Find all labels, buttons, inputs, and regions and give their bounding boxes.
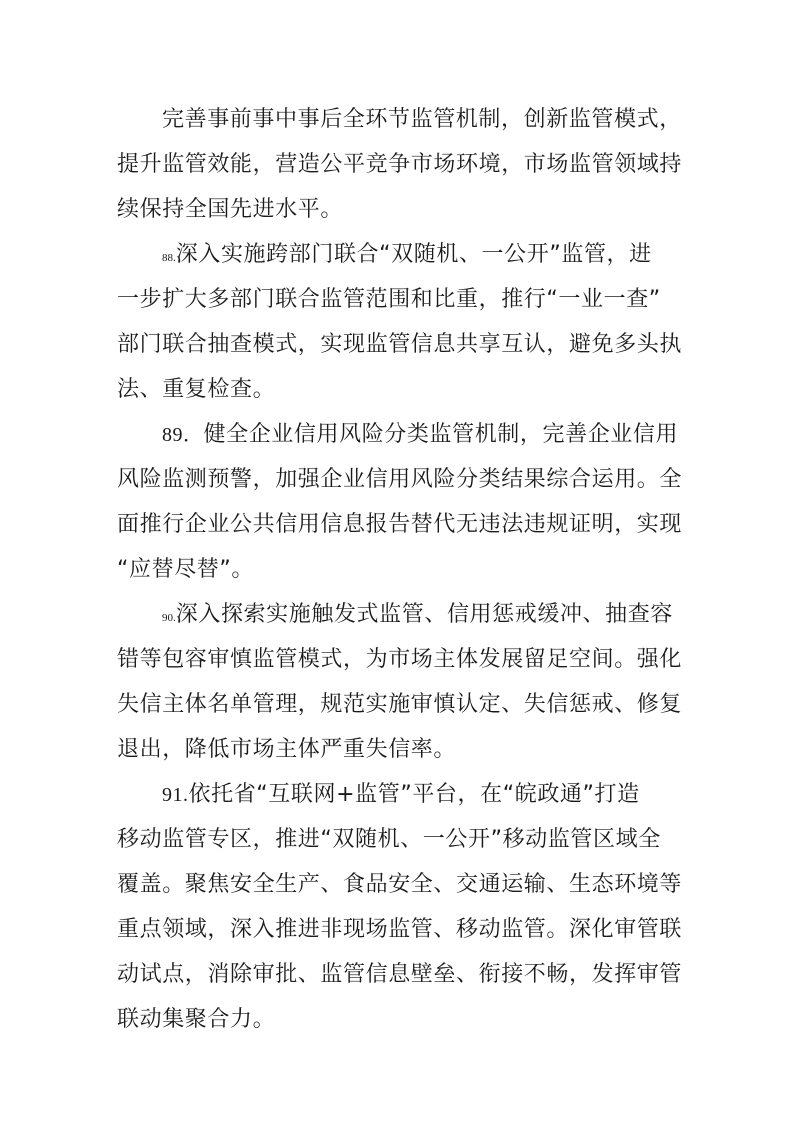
line-text: 健全企业信用风险分类监管机制，完善企业信用 — [203, 422, 679, 447]
text-line: “应替尽替”。 — [117, 557, 254, 582]
text-line: 退出，降低市场主体严重失信率。 — [117, 737, 457, 762]
text-line: 面推行企业公共信用信息报告替代无违法违规证明，实现 — [117, 512, 683, 537]
text-line: 错等包容审慎监管模式，为市场主体发展留足空间。强化 — [117, 647, 683, 672]
item-number: 91. — [162, 784, 189, 806]
item-number: 88. — [162, 252, 176, 264]
text-line: 重点领域，深入推进非现场监管、移动监管。深化审管联 — [117, 917, 683, 942]
text-line: 联动集聚合力。 — [117, 1007, 276, 1032]
paragraph-intro — [117, 97, 683, 232]
line-text: 深入探索实施触发式监管、信用惩戒缓冲、抽查容 — [175, 602, 673, 627]
text-line: 移动监管专区，推进“双随机、一公开”移动监管区域全 — [117, 827, 661, 852]
text-line: 提升监管效能，营造公平竞争市场环境，市场监管领域持 — [117, 152, 683, 177]
paragraph-90 — [117, 592, 683, 772]
text-line — [117, 772, 679, 817]
line-text: 依托省“互联网+监管”平台，在“皖政通”打造 — [188, 782, 640, 807]
text-line — [117, 412, 679, 457]
text-line: 完善事前事中事后全环节监管机制，创新监管模式， — [162, 107, 682, 132]
paragraph-88 — [117, 232, 683, 412]
text-line: 部门联合抽查模式，实现监管信息共享互认，避免多头执 — [117, 332, 683, 357]
item-number: 90. — [162, 612, 176, 624]
text-line: 动试点，消除审批、监管信息壁垒、衔接不畅，发挥审管 — [117, 962, 683, 987]
paragraph-91 — [117, 772, 683, 1042]
text-line — [117, 592, 679, 637]
text-line: 法、重复检查。 — [117, 377, 276, 402]
text-line: 一步扩大多部门联合监管范围和比重，推行“一业一查” — [117, 287, 661, 312]
text-line: 风险监测预警，加强企业信用风险分类结果综合运用。全 — [117, 467, 683, 492]
text-line: 续保持全国先进水平。 — [117, 197, 344, 222]
text-line: 失信主体名单管理，规范实施审慎认定、失信惩戒、修复 — [117, 692, 683, 717]
item-number: 89． — [162, 424, 204, 446]
paragraph-89 — [117, 412, 683, 592]
text-line: 覆盖。聚焦安全生产、食品安全、交通运输、生态环境等 — [117, 872, 683, 897]
document-body — [117, 97, 683, 1042]
line-text: 深入实施跨部门联合“双随机、一公开”监管，进 — [175, 242, 652, 267]
text-line — [117, 232, 679, 277]
